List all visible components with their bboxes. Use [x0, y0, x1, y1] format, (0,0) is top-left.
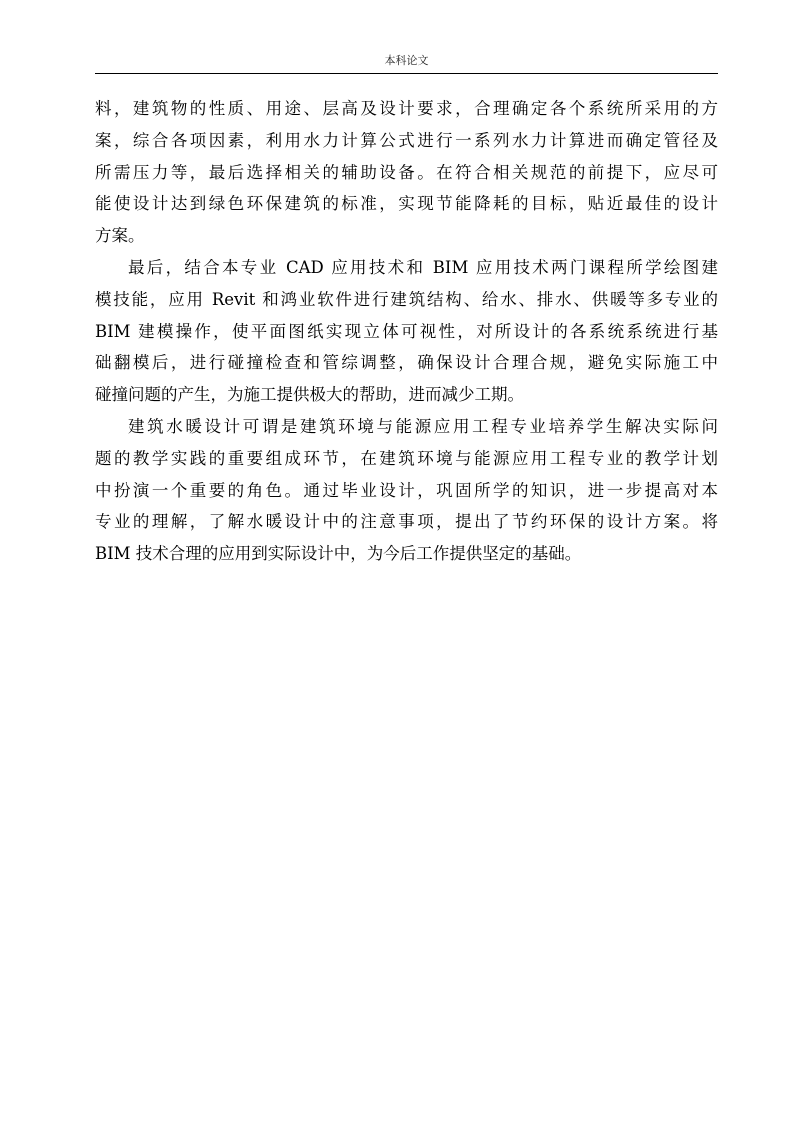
paragraph: [95, 252, 718, 411]
header-divider: [95, 73, 718, 74]
text-line: BIM 技术合理的应用到实际设计中，为今后工作提供坚定的基础。: [95, 544, 582, 564]
text-line: 能使设计达到绿色环保建筑的标准，实现节能降耗的目标，贴近最佳的设计: [95, 194, 718, 214]
text-line: 所需压力等，最后选择相关的辅助设备。在符合相关规范的前提下，应尽可: [95, 162, 718, 182]
text-line: 题的教学实践的重要组成环节，在建筑环境与能源应用工程专业的教学计划: [95, 448, 718, 468]
page-header: 本科论文: [384, 54, 429, 67]
paragraph: [95, 411, 718, 570]
text-line: 料，建筑物的性质、用途、层高及设计要求，合理确定各个系统所采用的方: [95, 99, 718, 118]
text-line: 建筑水暖设计可谓是建筑环境与能源应用工程专业培养学生解决实际问: [128, 416, 718, 436]
text-line: 础翻模后，进行碰撞检查和管综调整，确保设计合理合规，避免实际施工中: [95, 353, 718, 373]
text-line: 最后，结合本专业 CAD 应用技术和 BIM 应用技术两门课程所学绘图建: [128, 257, 718, 277]
paragraph: [95, 93, 718, 252]
text-line: 中扮演一个重要的角色。通过毕业设计，巩固所学的知识，进一步提高对本: [95, 480, 718, 500]
text-line: BIM 建模操作，使平面图纸实现立体可视性，对所设计的各系统系统进行基: [95, 321, 718, 341]
text-line: 方案。: [95, 226, 145, 246]
text-line: 专业的理解，了解水暖设计中的注意事项，提出了节约环保的设计方案。将: [95, 512, 718, 532]
text-line: 碰撞问题的产生，为施工提供极大的帮助，进而减少工期。: [95, 385, 524, 405]
body-text: [95, 93, 718, 570]
text-line: 案，综合各项因素，利用水力计算公式进行一系列水力计算进而确定管径及: [95, 130, 718, 150]
text-line: 模技能，应用 Revit 和鸿业软件进行建筑结构、给水、排水、供暖等多专业的: [95, 289, 718, 309]
